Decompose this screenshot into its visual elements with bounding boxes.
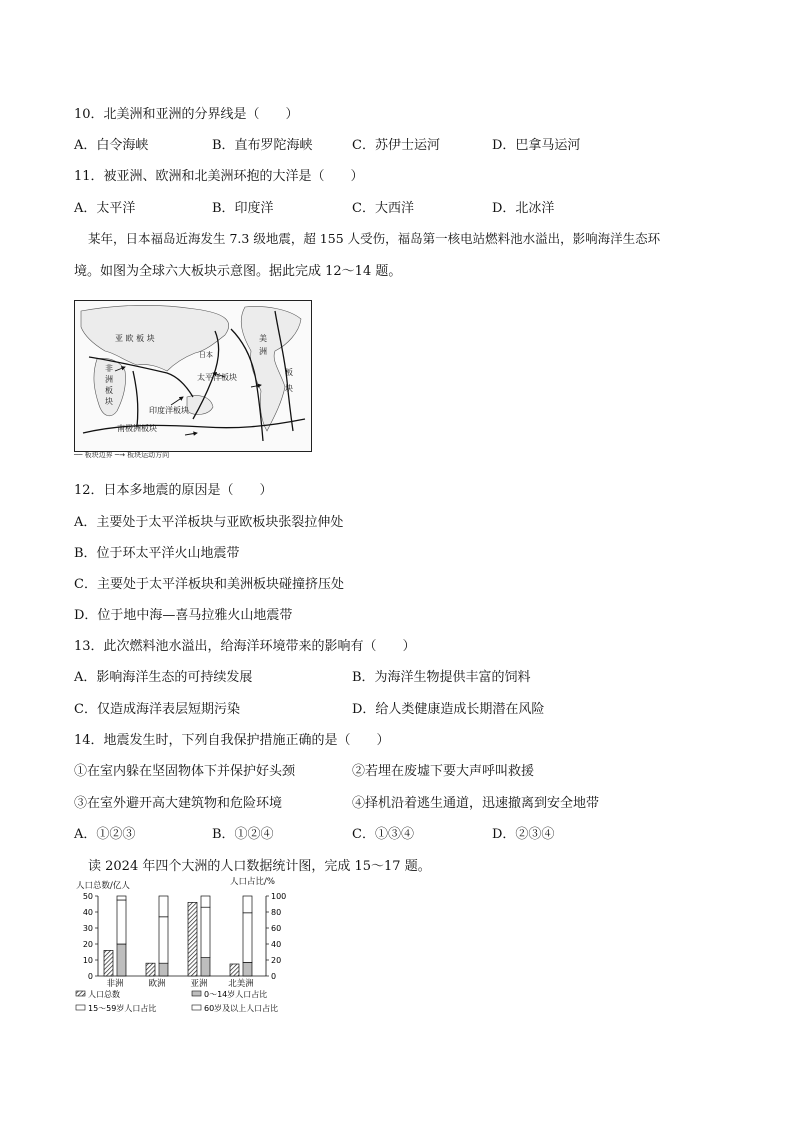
y-tick-label-left: 50 xyxy=(82,892,93,901)
q10-option-b: B．直布罗陀海峡 xyxy=(212,138,313,153)
q11-option-a: A．太平洋 xyxy=(74,201,136,216)
age-share-bar-segment xyxy=(159,963,168,976)
y-tick-label-left: 10 xyxy=(82,956,93,965)
label-african-2: 洲 xyxy=(105,375,113,384)
q13-stem: 13．此次燃料池水溢出，给海洋环境带来的影响有（ ） xyxy=(74,639,416,654)
population-chart xyxy=(70,876,320,1026)
plate-boundary-africa-indian xyxy=(133,371,138,427)
q11-option-c: C．大西洋 xyxy=(352,201,414,216)
plate-map-legend: ── 板块边界 ─→ 板块运动方向 xyxy=(74,451,170,459)
y-tick-label-left: 20 xyxy=(82,940,93,949)
legend-label: 人口总数 xyxy=(88,990,120,999)
q12-option-b: B．位于环太平洋火山地震带 xyxy=(74,546,240,561)
age-share-bar-segment xyxy=(159,896,168,917)
q13-option-d: D．给人类健康造成长期潜在风险 xyxy=(352,702,545,717)
q10-option-d: D．巴拿马运河 xyxy=(492,138,581,153)
q11-option-b: B．印度洋 xyxy=(212,201,274,216)
q13-option-c: C．仅造成海洋表层短期污染 xyxy=(74,702,240,717)
label-antarctic-plate: 南极洲板块 xyxy=(117,424,157,433)
y-tick-label-left: 40 xyxy=(82,908,93,917)
y-tick-label-right: 80 xyxy=(271,908,282,917)
legend-label: 60岁及以上人口占比 xyxy=(204,1004,279,1013)
label-america-plate-2: 块 xyxy=(285,384,293,393)
label-african-4: 块 xyxy=(105,397,113,406)
category-label: 北美洲 xyxy=(228,979,254,989)
label-indian-plate: 印度洋板块 xyxy=(149,406,189,415)
age-share-bar-segment xyxy=(243,962,252,976)
y-tick-label-right: 100 xyxy=(271,892,287,901)
q11-option-d: D．北冰洋 xyxy=(492,201,555,216)
age-share-bar-segment xyxy=(243,913,252,963)
age-share-bar-segment xyxy=(243,896,252,913)
q14-option-b: B．①②④ xyxy=(212,827,274,842)
population-bar xyxy=(104,950,113,976)
intro2: 读 2024 年四个大洲的人口数据统计图，完成 15～17 题。 xyxy=(88,859,431,874)
plate-motion-arrow xyxy=(171,397,183,405)
q14-option-a: A．①②③ xyxy=(74,827,136,842)
population-bar xyxy=(230,964,239,976)
category-label: 非洲 xyxy=(106,979,124,989)
age-share-bar-segment xyxy=(117,944,126,976)
q10-stem: 10．北美洲和亚洲的分界线是（ ） xyxy=(74,107,299,122)
age-share-bar-segment xyxy=(201,896,210,907)
q10-option-a: A．白令海峡 xyxy=(74,138,149,153)
label-pacific-plate: 太平洋板块 xyxy=(197,373,237,382)
age-share-bar-segment xyxy=(117,896,126,900)
y-tick-label-right: 20 xyxy=(271,956,282,965)
plate-map xyxy=(74,300,312,452)
legend-label: 0～14岁人口占比 xyxy=(204,990,268,999)
q14-item-1: ①在室内躲在坚固物体下并保护好头颈 xyxy=(74,764,296,779)
label-african-3: 板 xyxy=(105,386,113,395)
q12-option-a: A．主要处于太平洋板块与亚欧板块张裂拉伸处 xyxy=(74,515,344,530)
plate-map-drawing xyxy=(75,301,311,451)
category-label: 欧洲 xyxy=(148,979,166,989)
legend-swatch xyxy=(76,991,85,996)
age-share-bar-segment xyxy=(117,900,126,944)
legend-swatch xyxy=(192,991,201,996)
q12-option-c: C．主要处于太平洋板块和美洲板块碰撞挤压处 xyxy=(74,577,344,592)
q14-option-d: D．②③④ xyxy=(492,827,555,842)
age-share-bar-segment xyxy=(159,917,168,963)
y-tick-label-left: 0 xyxy=(87,972,93,981)
intro1-line2: 境。如图为全球六大板块示意图。据此完成 12～14 题。 xyxy=(74,264,402,279)
age-share-bar-segment xyxy=(201,958,210,976)
q14-item-3: ③在室外避开高大建筑物和危险环境 xyxy=(74,796,283,811)
label-america-1: 美 xyxy=(259,334,267,343)
q14-item-4: ④择机沿着逃生通道，迅速撤离到安全地带 xyxy=(352,796,600,811)
population-bar xyxy=(146,963,155,976)
y-tick-label-right: 40 xyxy=(271,940,282,949)
label-america-2: 洲 xyxy=(259,347,267,356)
y-axis-left-label: 人口总数/亿人 xyxy=(76,881,130,891)
q13-option-a: A．影响海洋生态的可持续发展 xyxy=(74,670,253,685)
q11-stem: 11．被亚洲、欧洲和北美洲环抱的大洋是（ ） xyxy=(74,169,364,184)
y-tick-label-right: 60 xyxy=(271,924,282,933)
q14-stem: 14．地震发生时，下列自我保护措施正确的是（ ） xyxy=(74,733,390,748)
y-tick-label-right: 0 xyxy=(271,972,277,981)
legend-swatch xyxy=(192,1005,201,1010)
q12-stem: 12．日本多地震的原因是（ ） xyxy=(74,483,273,498)
population-bar xyxy=(188,902,197,976)
legend-label: 15～59岁人口占比 xyxy=(88,1004,157,1013)
y-tick-label-left: 30 xyxy=(82,924,93,933)
q10-option-c: C．苏伊士运河 xyxy=(352,138,440,153)
label-african-1: 非 xyxy=(105,364,113,373)
legend-swatch xyxy=(76,1005,85,1010)
population-chart-svg xyxy=(70,876,320,1026)
q14-item-2: ②若埋在废墟下要大声呼叫救援 xyxy=(352,764,535,779)
intro1-line1: 某年，日本福岛近海发生 7.3 级地震，超 155 人受伤，福岛第一核电站燃料池水溢出，影响海洋生态环 xyxy=(88,231,661,246)
label-japan: 日本 xyxy=(199,351,213,359)
y-axis-right-label: 人口占比/% xyxy=(230,877,275,887)
age-share-bar-segment xyxy=(201,907,210,957)
label-eurasian-plate: 亚 欧 板 块 xyxy=(115,334,155,343)
plate-motion-arrow xyxy=(185,433,197,435)
label-america-plate-1: 板 xyxy=(285,368,293,377)
q12-option-d: D．位于地中海—喜马拉雅火山地震带 xyxy=(74,608,293,623)
category-label: 亚洲 xyxy=(190,979,208,989)
q13-option-b: B．为海洋生物提供丰富的饲料 xyxy=(352,670,531,685)
q14-option-c: C．①③④ xyxy=(352,827,414,842)
